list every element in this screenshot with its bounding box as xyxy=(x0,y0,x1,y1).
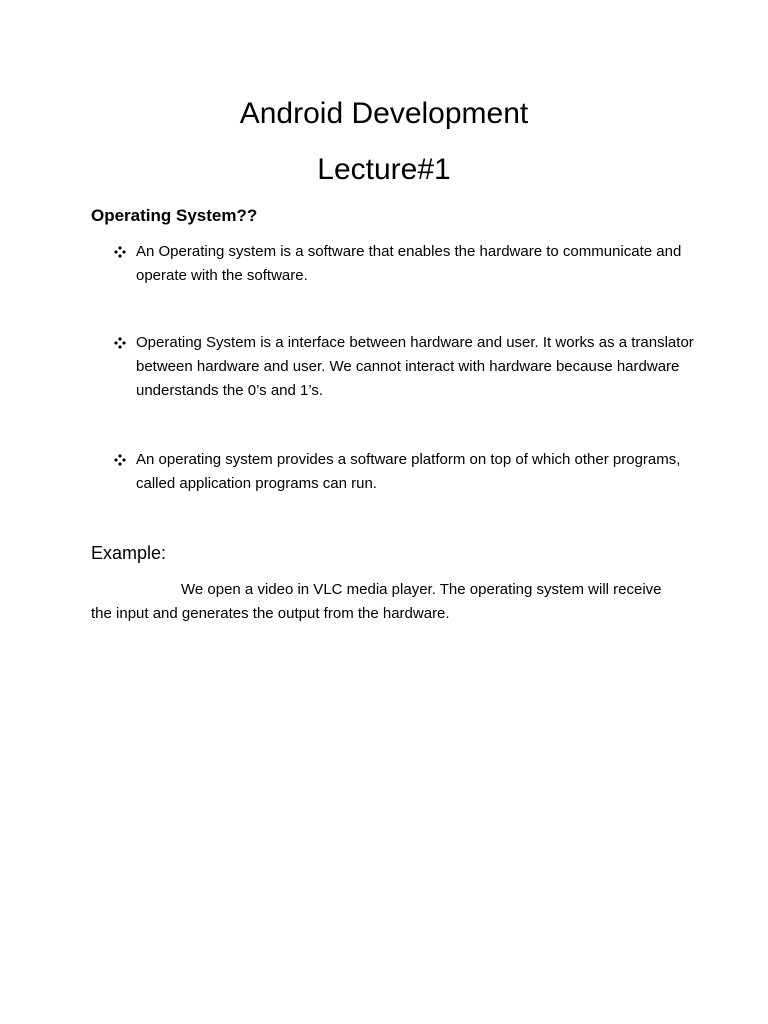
bullet-text: An Operating system is a software that enables the hardware to communicate and operate with the software. xyxy=(136,243,682,284)
bullet-text: Operating System is a interface between hardware and user. It works as a translator between hardware and user. We cannot interact with hardware because hardware understands the 0’s and 1’s. xyxy=(136,334,694,399)
diamond-bullet-icon xyxy=(112,240,128,264)
section-heading: Operating System?? xyxy=(91,206,258,225)
lecture-number: Lecture#1 xyxy=(317,153,451,186)
document-title: Android Development xyxy=(239,97,529,130)
bullet-text: An operating system provides a software platform on top of which other programs, called application programs can run. xyxy=(136,451,681,492)
diamond-bullet-icon xyxy=(112,331,128,355)
example-heading: Example: xyxy=(91,543,167,563)
diamond-bullet-icon xyxy=(112,448,128,472)
example-paragraph: We open a video in VLC media player. The operating system will receive the input and generates the output from the hardware. xyxy=(91,581,662,622)
